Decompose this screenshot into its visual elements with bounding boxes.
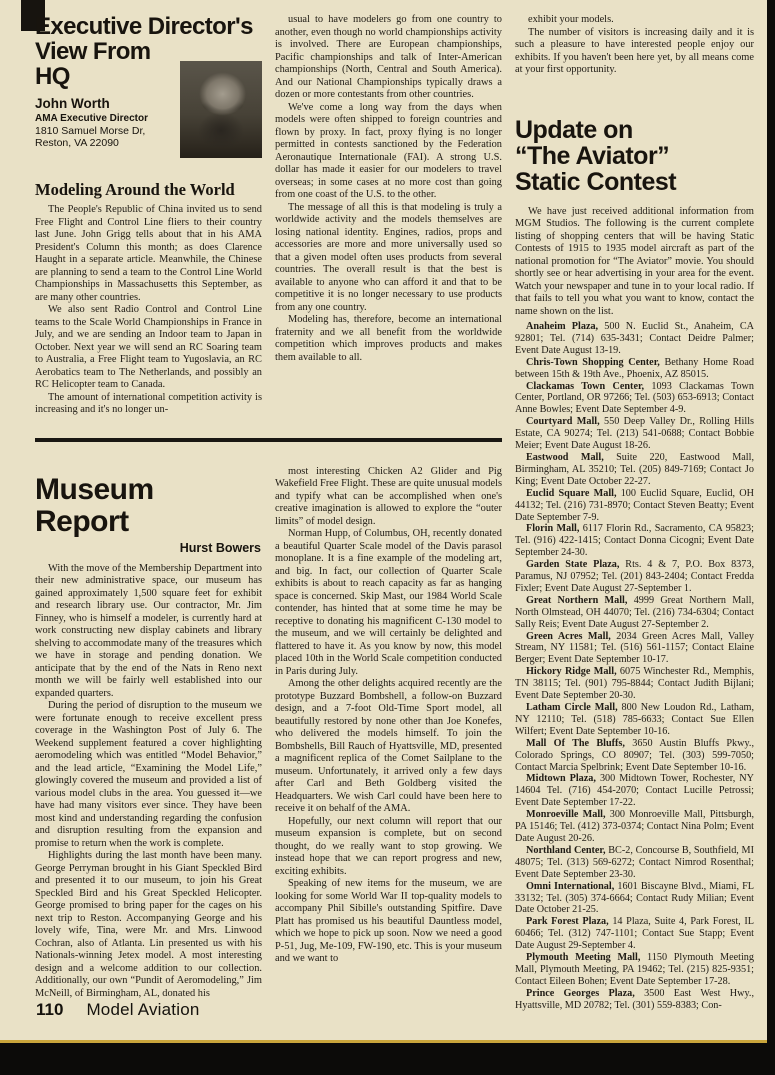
mall-listing xyxy=(515,881,754,917)
museum-report-column-left xyxy=(35,466,262,1012)
mall-details: 1150 Plymouth Meeting Mall, Plymouth Meeting, PA 19462; Tel. (215) 825-9351; Contact Eileen Bohen; Event Date September 17-28. xyxy=(515,952,754,987)
aviator-heading-line2: “The Aviator” xyxy=(515,141,670,170)
mall-listing xyxy=(515,773,754,809)
aviator-heading-line3: Static Contest xyxy=(515,167,677,196)
mall-listing xyxy=(515,916,754,952)
mall-details: 300 Midtown Tower, Rochester, NY 14604 Tel. (716) 454-2070; Contact Lucille Petrossi; Event Date September 17-22. xyxy=(515,773,754,809)
aviator-update-intro xyxy=(515,206,754,319)
article-title-line1: Executive Director's xyxy=(35,13,253,40)
mall-name: Hickory Ridge Mall, xyxy=(526,666,617,678)
mall-name: Garden State Plaza, xyxy=(526,559,620,571)
mall-name: Latham Circle Mall, xyxy=(526,702,618,713)
mall-details: 1601 Biscayne Blvd., Miami, FL 33132; Tel. (305) 374-6664; Contact Rudy Milian; Event Date October 21-25. xyxy=(515,880,755,916)
mall-listing xyxy=(515,809,754,845)
mall-name: Prince Georges Plaza, xyxy=(526,987,635,999)
author-address-line2: Reston, VA 22090 xyxy=(35,137,119,149)
exec-article-col1-text xyxy=(35,204,262,417)
mall-listing xyxy=(515,488,754,524)
mall-details: 6075 Winchester Rd., Memphis, TN 38115; Tel. (901) 795-8844; Contact Judith Bijlani; Event Date September 20-30. xyxy=(515,666,755,702)
exec-article-col2-text xyxy=(275,14,502,364)
aviator-heading-line1: Update on xyxy=(515,115,633,144)
museum-report-heading: Museum Report xyxy=(35,472,154,538)
mall-name: Midtown Plaza, xyxy=(526,773,596,785)
section-heading-modeling-around-the-world: Modeling Around the World xyxy=(35,180,235,199)
page-footer xyxy=(36,1000,200,1020)
column-middle xyxy=(275,14,502,428)
museum-report-byline: Hurst Bowers xyxy=(179,540,261,555)
museum-report-column-right xyxy=(275,466,502,1012)
mall-name: Anaheim Plaza, xyxy=(526,321,599,332)
mall-listing xyxy=(515,666,754,702)
mall-listing xyxy=(515,416,754,452)
mall-details: 550 Deep Valley Dr., Rolling Hills Estate, CA 90274; Tel. (213) 541-0688; Contact Bobbie Meier; Event Date August 18-26. xyxy=(515,416,754,452)
paragraph: The People's Republic of China invited us to send Free Flight and Control Line fliers to their country last June. John Grigg tells about that in his AMA President's Column this month; as does Clarence Haught in a separate article. Meanwhile, the Chinese are planning to send a team to the Control Line World Championships in Massachusetts this September, as are many other countries. xyxy=(35,204,262,303)
paragraph: Modeling has, therefore, become an international fraternity and we all benefit from the worldwide competition which improves products and makes them available to all. xyxy=(275,314,502,363)
mall-name: Green Acres Mall, xyxy=(526,630,611,642)
mall-listing xyxy=(515,988,754,1012)
article-title-line2: View From xyxy=(35,38,151,65)
mall-details: BC-2, Concourse B, Southfield, MI 48075; Tel. (313) 569-6272; Contact Nimrod Rosenthal; Event Date September 23-30. xyxy=(515,844,754,880)
mall-listing xyxy=(515,631,754,667)
mall-name: Clackamas Town Center, xyxy=(526,380,645,392)
aviator-update-heading xyxy=(515,117,754,195)
mall-listing xyxy=(515,738,754,774)
john-worth-photo xyxy=(180,61,262,158)
paragraph: With the move of the Membership Department into their new administrative space, our museum has gained approximately 1,500 square feet for exhibit and research library use. Our contractor, Mr. Jim Finney, who is himself a modeler, is currently hard at work constructing new display cabinets and library shelving to accommodate many of the treasures which we have in storage and pending donation. We anticipate that by the end of the Nats in Reno next month we will be fairly well established into our expanded quarters. xyxy=(35,562,262,699)
paragraph: The amount of international competition activity is increasing and it's no longer un- xyxy=(35,391,262,415)
mall-listing xyxy=(515,702,754,738)
museum-report-col2-text xyxy=(275,466,502,966)
mall-details: 100 Euclid Square, Euclid, OH 44132; Tel. (216) 731-8970; Contact Steven Beatty; Event Date September 7-9. xyxy=(515,487,754,523)
page-number: 110 xyxy=(36,1000,64,1019)
paragraph: The message of all this is that modeling is truly a worldwide activity and the models themselves are losing national identity. Engines, radios, props and accessories are more and more universally used so that a given model often uses products from several countries. The overall result is that the best is available to anyone who can afford it and that to be competitive it is no longer necessary to use products from any one country. xyxy=(275,201,502,313)
mall-name: Euclid Square Mall, xyxy=(526,487,617,499)
paragraph: The number of visitors is increasing daily and it is such a pleasure to have interested people enjoy our exhibits. If you haven't been here yet, by all means come at your first opportunity. xyxy=(515,26,754,75)
paragraph: Among the other delights acquired recently are the prototype Buzzard Bombshell, a follow-on Buzzard design, and a 7-foot Old-Time Sport model, all beautifully restored by none other than Joe Konefes, who delivered the models himself. To join the Bombshells, Bill Rauch of Hyattsville, MD, presented a magnificent replica of the Comet Sailplane to the museum. Unfortunately, it arrived only a few days after Carl and Beth Goldberg visited the Headquarters. We wish Carl could have been here to receive it on behalf of the AMA. xyxy=(275,678,502,815)
mall-details: 500 N. Euclid St., Anaheim, CA 92801; Tel. (714) 635-3431; Contact Deidre Palmer; Event Date August 13-19. xyxy=(515,321,754,356)
mall-name: Chris-Town Shopping Center, xyxy=(526,356,660,368)
magazine-title: Model Aviation xyxy=(86,1000,200,1019)
mall-listing xyxy=(515,452,754,488)
mall-details: 4999 Great Northern Mall, North Olmstead, OH 44070; Tel. (216) 734-6304; Contact Sally Reis; Event Date August 27-September 2. xyxy=(515,594,754,630)
mall-details: 14 Plaza, Suite 4, Park Forest, IL 60466; Tel. (312) 747-1101; Contact Sue Stapp; Event Date August 29-September 4. xyxy=(515,916,754,952)
column-right xyxy=(515,14,754,1012)
article-title-line3: HQ xyxy=(35,63,70,90)
mall-details: Rts. 4 & 7, P.O. Box 8373, Paramus, NJ 07952; Tel. (201) 843-2404; Contact Fredda Fixler; Event Date August 27-September 1. xyxy=(515,559,754,594)
mall-details: 800 New Loudon Rd., Latham, NY 12110; Tel. (518) 785-6633; Contact Sue Ellen Wilfert; Event Date September 10-16. xyxy=(515,702,755,737)
mall-listing xyxy=(515,845,754,881)
paragraph: exhibit your models. xyxy=(528,14,614,25)
mall-listing xyxy=(515,595,754,631)
mall-name: Eastwood Mall, xyxy=(526,451,604,463)
mall-name: Monroeville Mall, xyxy=(526,809,606,821)
paragraph: We have just received additional information from MGM Studios. The following is the current complete listing of shopping centers that will be having Static Contests of 1915 to 1935 model aircraft as part of the national promotion for “The Aviator” movie. You should shortly see or hear advertising in your area for the event. Watch your newspaper and tune in to your local radio. If that fails to tell you what you want to know, contact the name shown on the list. xyxy=(515,205,754,317)
mall-details: 3500 East West Hwy., Hyattsville, MD 20782; Tel. (301) 559-8383; Con- xyxy=(515,987,754,1011)
executive-director-header xyxy=(35,14,262,172)
mall-details: 2034 Green Acres Mall, Valley Stream, NY 11581; Tel. (516) 561-1157; Contact Elaine Berger; Event Date September 10-17. xyxy=(515,630,754,666)
mall-name: Mall Of The Bluffs, xyxy=(526,737,625,749)
mall-listing xyxy=(515,559,754,595)
mall-name: Courtyard Mall, xyxy=(526,416,600,428)
mall-name: Omni International, xyxy=(526,880,615,892)
mall-name: Northland Center, xyxy=(526,844,606,856)
paragraph: During the period of disruption to the museum we were fortunate enough to receive excellent press coverage in the Washington Post of July 6. The Weekend supplement featured a cover highlighting aeromodeling which was entitled “Model Behavior,” and the lead article, “Examining the Model Life,” glowingly covered the museum and provided a list of various model clubs in the area. You guessed it—we have had many visitors ever since. They have been most kind and understanding regarding the confusion and disruption resulting from the expansion and promise to return when the work is complete. xyxy=(35,700,262,849)
paragraph: Norman Hupp, of Columbus, OH, recently donated a beautiful Quarter Scale model of the Davis parasol monoplane. It is a fine example of the modeling art, and big. In fact, our collection of Quarter Scale exhibits is about to reach capacity as far as hanging space is concerned. Skip Mast, our 1984 World Scale contender, has hinted that at some time he may be receptive to donating his magnificent C-130 model to the museum, and we will certainly be delighted and flattered to have it. As you know by now, this model placed 10th in the World Scale competition conducted in Paris during July. xyxy=(275,528,502,677)
paragraph: usual to have modelers go from one country to another, even though no world championships activity is involved. There are European championships, Pacific championships and talk of Inter-American championships (North, Central and South America). And our National Championships typically draws a dozen or more contestants from other countries. xyxy=(275,14,502,100)
mall-details: 300 Monroeville Mall, Pittsburgh, PA 15146; Tel. (412) 373-0374; Contact Nina Polm; Event Date August 20-26. xyxy=(515,809,754,844)
paragraph: Speaking of new items for the museum, we are looking for some World War II top-quality models to accompany Phil Sibille's outstanding Spitfire. Dave Platt has promised us his beautiful Dauntless model, which we hope to pick up soon. Now we need a good P-51, Jug, Me-109, FW-190, etc. This is your museum and we want to xyxy=(275,878,502,965)
mall-name: Plymouth Meeting Mall, xyxy=(526,952,641,964)
author-address-line1: 1810 Samuel Morse Dr, xyxy=(35,125,146,137)
mall-name: Great Northern Mall, xyxy=(526,594,628,606)
page-columns xyxy=(35,14,754,1012)
paragraph: We've come a long way from the days when models were often shipped to foreign countries and flown by proxy. In fact, proxy flying is no longer permitted in contests sanctioned by the Federation Aeronautique Internationale (FAI). A strong U.S. dollar has made it easier for our modelers to travel overseas; in some cases at no more cost than going from one coast of the U.S. to the other. xyxy=(275,101,502,200)
mall-listing xyxy=(515,523,754,559)
mall-details: Suite 220, Eastwood Mall, Birmingham, AL 35210; Tel. (205) 849-7169; Contact Jo King; Event Date October 22-27. xyxy=(515,451,754,487)
author-title: AMA Executive Director xyxy=(35,113,148,124)
shopping-center-listings xyxy=(515,321,754,1012)
column-left xyxy=(35,14,262,428)
mall-details: 6117 Florin Rd., Sacramento, CA 95823; Tel. (916) 422-1415; Contact Donna Cicogni; Event Date September 24-30. xyxy=(515,523,754,559)
paragraph: Hopefully, our next column will report that our museum expansion is complete, but on second thought, do we really want to stop growing. We instead hope that we can report progress and new, exciting exhibits. xyxy=(275,815,502,877)
paragraph: most interesting Chicken A2 Glider and Pig Wakefield Free Flight. These are quite unusual models and typify what can be accomplished when one's creative imagination is allowed to explore the “outer limits” of model design. xyxy=(275,465,502,527)
author-name: John Worth xyxy=(35,96,110,111)
mall-details: 3650 Austin Bluffs Pkwy., Colorado Springs, CO 80907; Tel. (303) 599-7050; Contact Marcia Spelbrink; Event Date September 10-16. xyxy=(515,737,754,773)
mall-details: Bethany Home Road between 15th & 19th Ave., Phoenix, AZ 85015. xyxy=(515,356,754,380)
mall-name: Park Forest Plaza, xyxy=(526,916,609,928)
paragraph: We also sent Radio Control and Control Line teams to the Scale World Championships in France in July, and we are sending an Indoor team to Japan in October. Next year we will send an RC Soaring team to Australia, a Free Flight team to Yugoslavia, an RC Aerobatics team to The Netherlands, and possibly an RC Helicopter team to Canada. xyxy=(35,304,262,390)
mall-listing xyxy=(515,952,754,988)
mall-listing xyxy=(515,381,754,417)
exec-article-col3-text xyxy=(515,14,754,77)
paragraph: Highlights during the last month have been many. George Perryman brought in his Giant Speckled Bird and presented it to our museum, to join his Great Speckled Bird and his Great Speckled Helicopter. George promised to bring paper for the cages on his next trip to Reston. Accompanying George and his lovely wife, Tina, were Mr. and Mrs. Linwood Cochran, also of Atlanta. Lin presented us with his Nationals-winning Jetex model. A most interesting design and a welcome addition to our collection. Additionally, our own “Pundit of Aeromodeling,” Jim McNeill, of Birmingham, AL, donated his xyxy=(35,850,262,999)
mall-listing xyxy=(515,321,754,357)
mall-listing xyxy=(515,357,754,381)
mall-details: 1093 Clackamas Town Center, Portland, OR 97266; Tel. (503) 653-6913; Contact Anne Bowles; Event Date September 4-9. xyxy=(515,380,754,416)
mall-name: Florin Mall, xyxy=(526,523,580,535)
museum-report-col1-text xyxy=(35,563,262,1001)
section-divider-rule xyxy=(35,438,502,442)
